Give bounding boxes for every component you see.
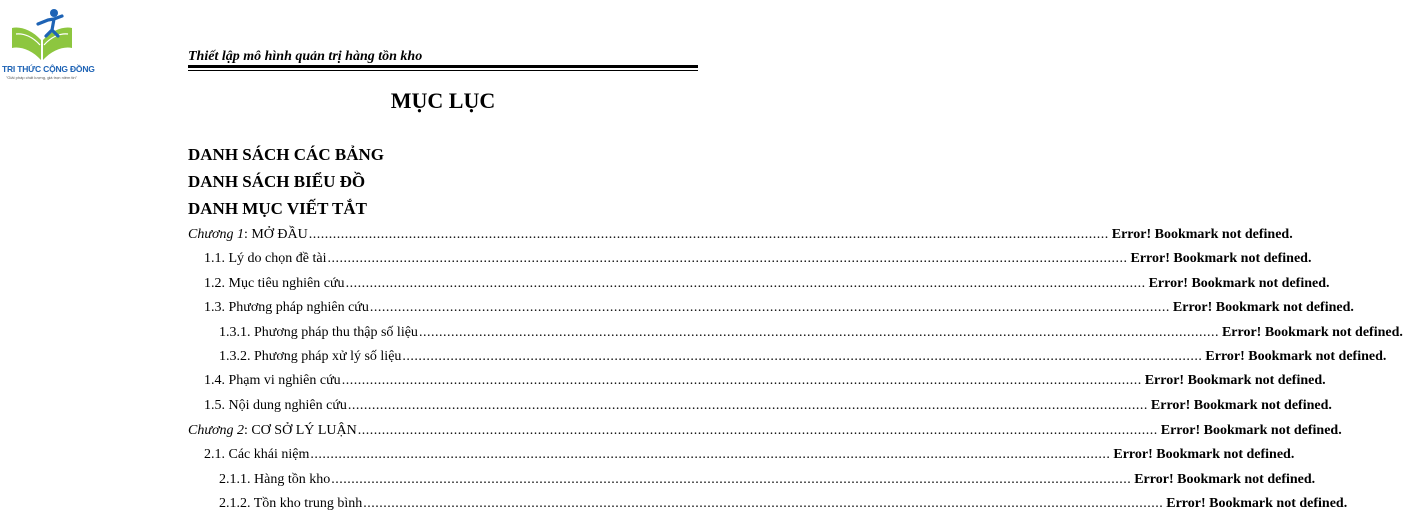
toc-entry[interactable]	[204, 276, 1330, 298]
toc-entry-text: 2.1.2. Tồn kho trung bình	[219, 496, 363, 511]
toc-entry-label	[204, 251, 326, 267]
toc-entry[interactable]	[219, 325, 1403, 347]
toc-entry-text: 2.1. Các khái niệm	[204, 447, 310, 462]
toc-leader-dots: ........................................................................................................................................................................................................	[308, 227, 1109, 242]
toc-page-reference: Error! Bookmark not defined.	[1172, 300, 1354, 315]
toc-entry-label	[204, 398, 347, 414]
open-book-icon	[8, 6, 78, 64]
toc-page-reference: Error! Bookmark not defined.	[1113, 447, 1295, 462]
toc-entry-text: : CƠ SỞ LÝ LUẬN	[243, 423, 357, 438]
toc-entry[interactable]	[188, 423, 1342, 445]
toc-entry-text: 1.3. Phương pháp nghiên cứu	[204, 300, 369, 315]
toc-leader-dots: ........................................................................................................................................................................................................	[363, 496, 1164, 511]
toc-entry-label	[204, 447, 309, 463]
toc-entry-label	[219, 349, 401, 365]
toc-leader-dots: ........................................................................................................................................................................................................	[402, 349, 1203, 364]
list-heading-charts: DANH SÁCH BIỂU ĐỒ	[188, 172, 366, 191]
toc-entry-text: : MỞ ĐẦU	[243, 227, 308, 242]
toc-leader-dots: ........................................................................................................................................................................................................	[369, 300, 1170, 315]
toc-entry-text: 2.1.1. Hàng tồn kho	[219, 472, 331, 487]
toc-entry-label	[219, 496, 362, 512]
toc-entry[interactable]	[219, 472, 1316, 494]
toc-entry-label	[219, 325, 418, 341]
logo-brand-text: TRI THỨC CỘNG ĐỒNG	[2, 64, 95, 74]
list-heading-tables: DANH SÁCH CÁC BẢNG	[188, 145, 384, 164]
toc-entry[interactable]	[219, 349, 1387, 371]
toc-entry[interactable]	[204, 300, 1354, 322]
toc-chapter-prefix: Chương 1	[188, 227, 244, 242]
company-logo	[2, 6, 95, 80]
toc-entry-label	[188, 227, 308, 243]
toc-leader-dots: ........................................................................................................................................................................................................	[345, 276, 1146, 291]
toc-chapter-prefix: Chương 2	[188, 423, 244, 438]
toc-entry-text: 1.3.2. Phương pháp xử lý số liệu	[219, 349, 402, 364]
toc-entry-label	[219, 472, 330, 488]
toc-leader-dots: ........................................................................................................................................................................................................	[310, 447, 1111, 462]
toc-entry-label	[188, 423, 357, 439]
toc-page-reference: Error! Bookmark not defined.	[1221, 325, 1403, 340]
logo-slogan-text: "Giải pháp chất lượng, giá trọn niềm tin"	[6, 75, 78, 80]
toc-entry-text: 1.2. Mục tiêu nghiên cứu	[204, 276, 345, 291]
toc-entry-text: 1.1. Lý do chọn đề tài	[204, 251, 327, 266]
toc-entry-text: 1.3.1. Phương pháp thu thập số liệu	[219, 325, 418, 340]
toc-entry[interactable]	[204, 251, 1312, 273]
toc-page-reference: Error! Bookmark not defined.	[1134, 472, 1316, 487]
toc-entry[interactable]	[204, 398, 1332, 420]
toc-leader-dots: ........................................................................................................................................................................................................	[357, 423, 1158, 438]
toc-entry-label	[204, 300, 369, 316]
toc-page-reference: Error! Bookmark not defined.	[1130, 251, 1312, 266]
toc-entry-label	[204, 373, 341, 389]
toc-page-reference: Error! Bookmark not defined.	[1205, 349, 1387, 364]
toc-title: MỤC LỤC	[390, 88, 496, 113]
toc-entry-text: 1.5. Nội dung nghiên cứu	[204, 398, 347, 413]
toc-page-reference: Error! Bookmark not defined.	[1150, 398, 1332, 413]
toc-page-reference: Error! Bookmark not defined.	[1148, 276, 1330, 291]
running-header: Thiết lập mô hình quản trị hàng tồn kho	[188, 49, 423, 64]
toc-page-reference: Error! Bookmark not defined.	[1111, 227, 1293, 242]
toc-entry[interactable]	[219, 496, 1348, 518]
toc-entry[interactable]	[188, 227, 1293, 249]
header-rule-thin	[188, 70, 698, 71]
toc-page-reference: Error! Bookmark not defined.	[1144, 373, 1326, 388]
toc-page-reference: Error! Bookmark not defined.	[1166, 496, 1348, 511]
list-heading-abbreviations: DANH MỤC VIẾT TẮT	[188, 199, 368, 218]
toc-leader-dots: ........................................................................................................................................................................................................	[341, 373, 1142, 388]
toc-leader-dots: ........................................................................................................................................................................................................	[347, 398, 1148, 413]
toc-entry[interactable]	[204, 373, 1326, 395]
toc-leader-dots: ........................................................................................................................................................................................................	[331, 472, 1132, 487]
header-rule-thick	[188, 65, 698, 68]
toc-entry[interactable]	[204, 447, 1295, 469]
toc-leader-dots: ........................................................................................................................................................................................................	[327, 251, 1128, 266]
toc-entry-label	[204, 276, 345, 292]
toc-entry-text: 1.4. Phạm vi nghiên cứu	[204, 373, 341, 388]
toc-leader-dots: ........................................................................................................................................................................................................	[418, 325, 1219, 340]
toc-page-reference: Error! Bookmark not defined.	[1160, 423, 1342, 438]
